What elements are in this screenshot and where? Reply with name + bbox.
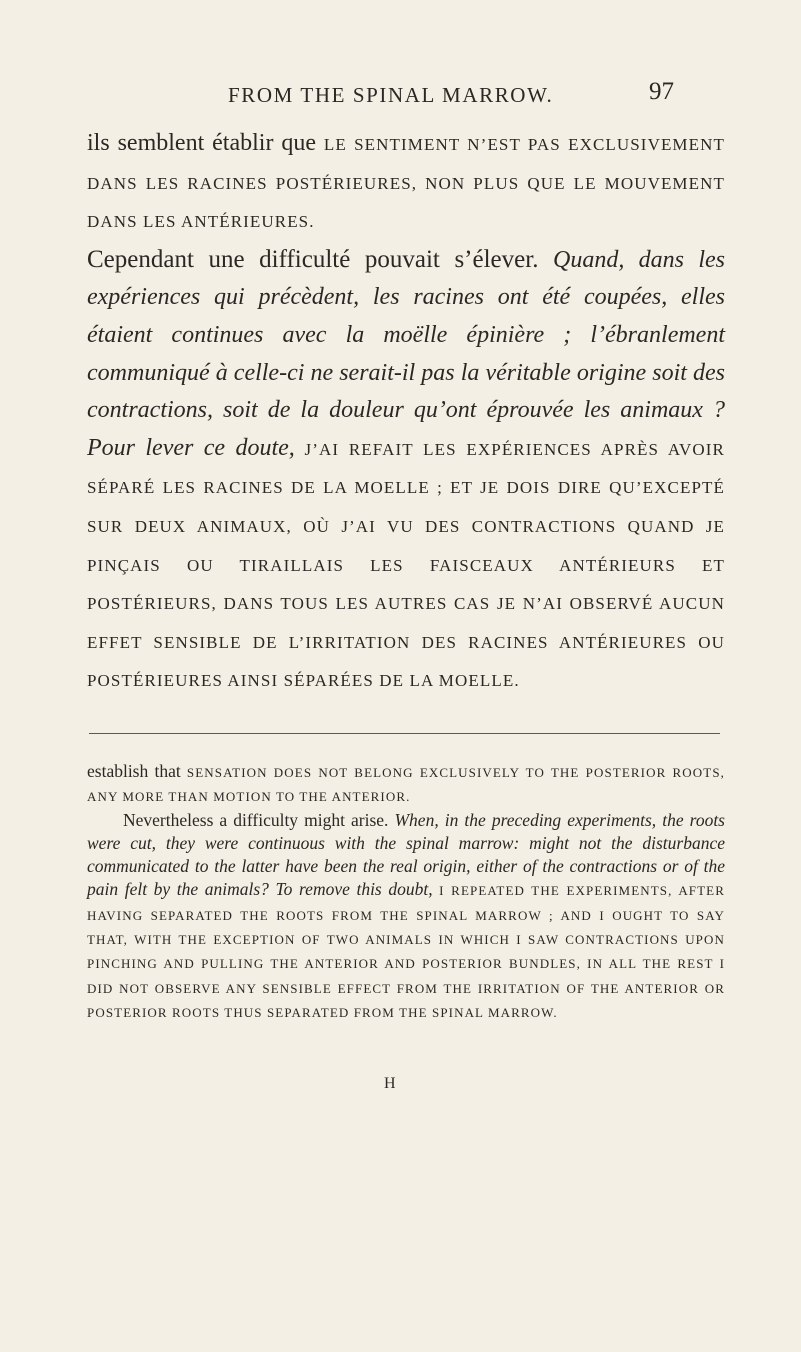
english-p1-lead: establish that [87, 761, 187, 781]
french-p2-lead: Cependant une difficulté pouvait s’élever. [87, 245, 554, 273]
english-p1-smallcaps: SENSATION DOES NOT BELONG EXCLUSIVELY TO THE POSTERIOR ROOTS, ANY MORE THAN MOTION TO THE ANTERIOR. [87, 765, 726, 805]
french-p2-smallcaps: J’AI REFAIT LES EXPÉRIENCES APRÈS AVOIR SÉPARÉ LES RACINES DE LA MOELLE ; ET JE DOIS DIRE QU’EXCEPTÉ SUR DEUX ANIMAUX, OÙ J’AI VU DES CONTRACTIONS QUAND JE PINÇAIS OU TIRAILLAIS LES FAISCEAUX ANTÉRIEURS ET POSTÉRIEURS, DANS TOUS LES AUTRES CAS JE N’AI OBSERVÉ AUCUN EFFET SENSIBLE DE L’IRRITATION DES RACINES ANTÉRIEURES OU POSTÉRIEURES AINSI SÉPARÉES DE LA MOELLE. [87, 439, 725, 691]
french-p2-italic: Quand, dans les expériences qui précèdent, les racines ont été coupées, elles étaient continues avec la moëlle épinière ; l’ébranlement communiqué à celle-ci ne serait-il pas la véritable origine soit des contractions, soit de la douleur qu’ont éprouvée les animaux ? Pour lever ce doute, [87, 246, 725, 461]
footnote-divider [89, 733, 720, 734]
page-header [0, 0, 801, 120]
english-paragraph-1 [87, 760, 725, 809]
english-translation-block [87, 760, 725, 1024]
french-p1-smallcaps: LE SENTIMENT N’EST PAS EXCLUSIVEMENT DANS LES RACINES POSTÉRIEURES, NON PLUS QUE LE MOUVEMENT DANS LES ANTÉRIEURES. [87, 135, 725, 232]
french-text-block [87, 125, 725, 700]
english-p2-lead: Nevertheless a difficulty might arise. [123, 809, 395, 830]
english-p2-italic: When, in the preceding experiments, the roots were cut, they were continuous with the spinal marrow: might not the disturbance communicated to the latter have been the real origin, either of the contractions or of the pain felt by the animals? To remove this doubt, [87, 809, 725, 900]
signature-mark: H [384, 1075, 397, 1092]
french-p1-lead: ils semblent établir que [87, 130, 324, 156]
running-head: FROM THE SPINAL MARROW. [228, 83, 554, 107]
english-paragraph-2 [87, 809, 725, 1025]
english-p2-smallcaps: I REPEATED THE EXPERIMENTS, AFTER HAVING SEPARATED THE ROOTS FROM THE SPINAL MARROW ; AND I OUGHT TO SAY THAT, WITH THE EXCEPTION OF TWO ANIMALS IN WHICH I SAW CONTRACTIONS UPON PINCHING AND PULLING THE ANTERIOR AND POSTERIOR BUNDLES, IN ALL THE REST I DID NOT OBSERVE ANY SENSIBLE EFFECT FROM THE IRRITATION OF THE ANTERIOR OR POSTERIOR ROOTS THUS SEPARATED FROM THE SPINAL MARROW. [87, 883, 725, 1020]
page-number: 97 [649, 78, 674, 105]
